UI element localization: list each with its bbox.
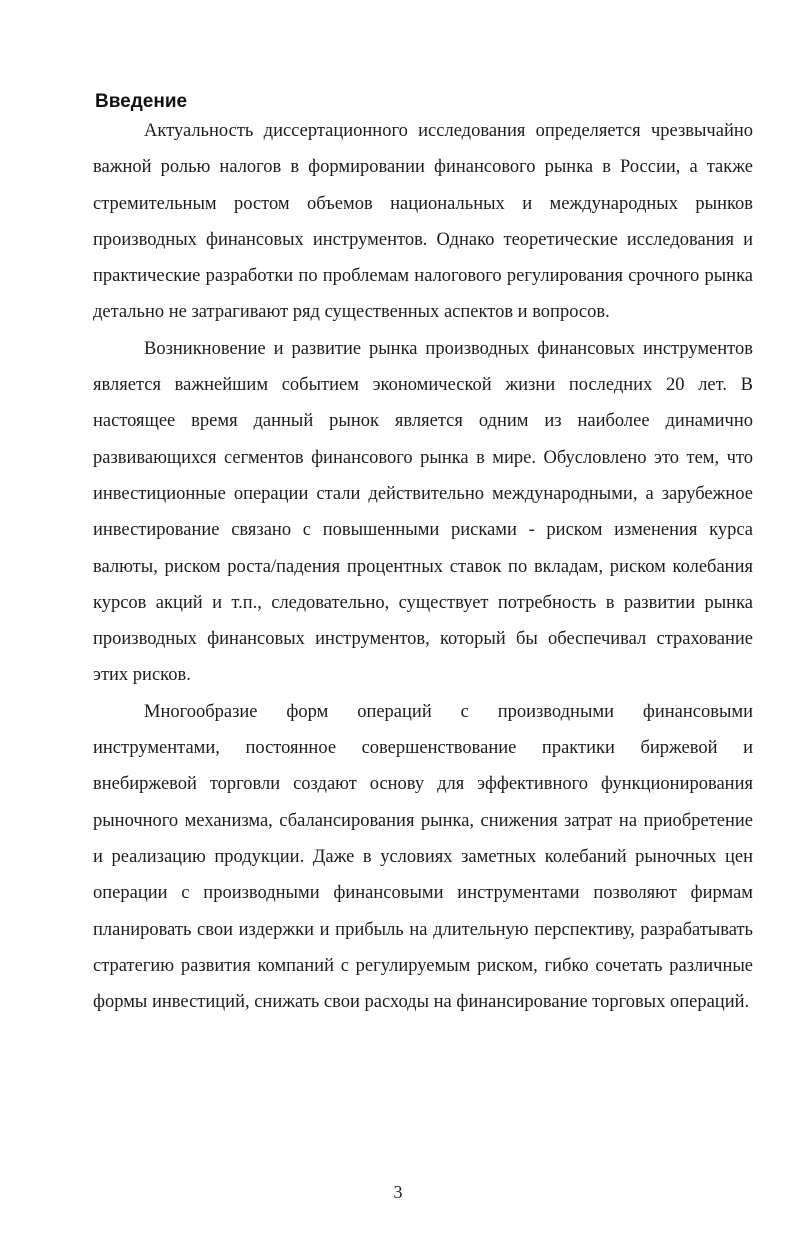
section-heading: Введение	[95, 91, 188, 112]
paragraph-derivatives-market: Возникновение и развитие рынка производных финансовых инструментов является важнейшим событием экономической жизни последних 20 лет. В настоящее время данный рынок является одним из наиболее динамично развивающихся сегментов финансового рынка в мире. Обусловлено это тем, что инвестиционные операции стали действительно международными, а зарубежное инвестирование связано с повышенными рисками - риском изменения курса валюты, риском роста/падения процентных ставок по вкладам, риском колебания курсов акций и т.п., следовательно, существует потребность в развитии рынка производных финансовых инструментов, который бы обеспечивал страхование этих рисков.	[93, 338, 753, 686]
page-number: 3	[393, 1182, 403, 1202]
paragraph-relevance: Актуальность диссертационного исследования определяется чрезвычайно важной ролью налогов в формировании финансового рынка в России, а также стремительным ростом объемов национальных и международных рынков производных финансовых инструментов. Однако теоретические исследования и практические разработки по проблемам налогового регулирования срочного рынка детально не затрагивают ряд существенных аспектов и вопросов.	[93, 121, 753, 323]
paragraph-operations-diversity: Многообразие форм операций с производными финансовыми инструментами, постоянное совершенствование практики биржевой и внебиржевой торговли создают основу для эффективного функционирования рыночного механизма, сбалансирования рынка, снижения затрат на приобретение и реализацию продукции. Даже в условиях заметных колебаний рыночных цен операции с производными финансовыми инструментами позволяют фирмам планировать свои издержки и прибыль на длительную перспективу, разрабатывать стратегию развития компаний с регулируемым риском, гибко сочетать различные формы инвестиций, снижать свои расходы на финансирование торговых операций.	[93, 701, 753, 1013]
body-text	[93, 113, 753, 1020]
